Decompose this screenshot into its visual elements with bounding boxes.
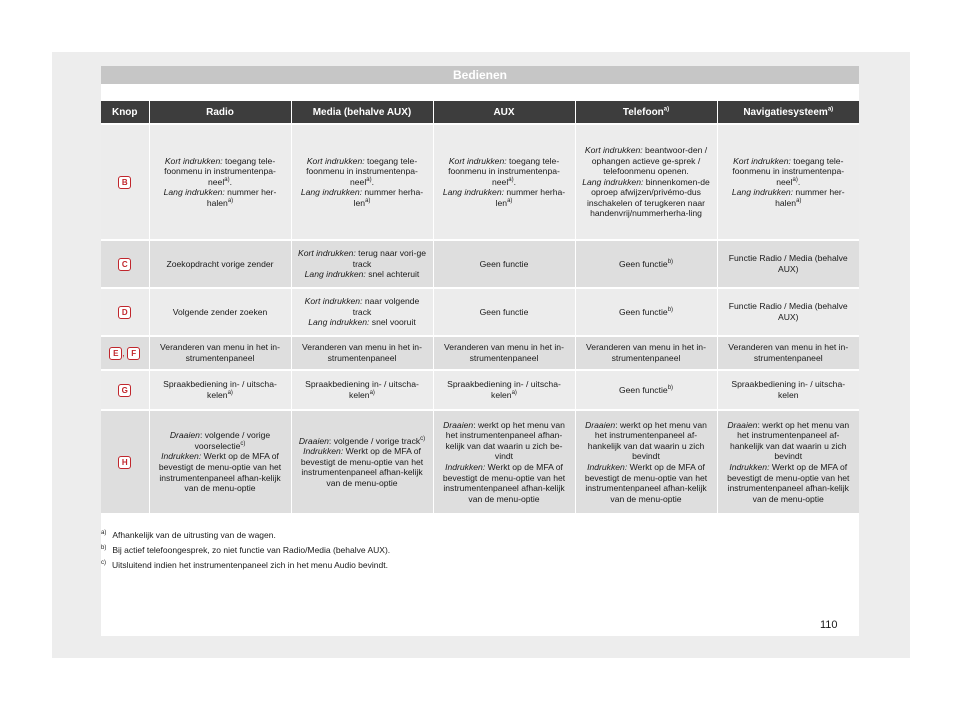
header-aux: AUX (433, 101, 575, 124)
cell-media: Spraakbediening in- / uitscha-kelen$^{a)}$ (291, 370, 433, 410)
cell-radio: Draaien: volgende / vorige voorselectie$^{c)}$ Indrukken: Werkt op de MFA of bevestigt de menu-optie van het instrumentenpaneel afhan-kelijk van de menu-optie (149, 410, 291, 513)
table-row-b (101, 124, 859, 240)
header-knop: Knop (101, 101, 149, 124)
cell-radio: Veranderen van menu in het in-strumentenpaneel (149, 336, 291, 370)
cell-media: Kort indrukken: terug naar vori-ge track Lang indrukken: snel achteruit (291, 240, 433, 288)
key-cell (101, 240, 149, 288)
cell-media: Kort indrukken: naar volgende track Lang indrukken: snel vooruit (291, 288, 433, 336)
footnote-c: $^{c)}$ Uitsluitend indien het instrumentenpaneel zich in het menu Audio bevindt. (101, 560, 388, 570)
key-cell (101, 410, 149, 513)
key-c-icon: C (118, 258, 131, 271)
key-cell: E , F (101, 336, 149, 370)
cell-telefoon: Draaien: werkt op het menu van het instrumentenpaneel af-hankelijk van dat waarin u zich bevindt Indrukken: Werkt op de MFA of bevestigt de menu-optie van het instrumentenpaneel afhan-kelijk van de menu-optie (575, 410, 717, 513)
table-row-c (101, 240, 859, 288)
cell-radio: Kort indrukken: toegang tele-foonmenu in instrumentenpa-neel$^{a)}$. Lang indrukken: nummer her-halen$^{a)}$ (149, 124, 291, 240)
cell-telefoon: Geen functie$^{b)}$ (575, 370, 717, 410)
key-b-icon: B (118, 176, 131, 189)
table-row-g (101, 370, 859, 410)
cell-aux: Spraakbediening in- / uitscha-kelen$^{a)}$ (433, 370, 575, 410)
cell-telefoon: Kort indrukken: beantwoor-den / ophangen actieve ge-sprek / telefoonmenu openen. Lang indrukken: binnenkomen-de oproep afwijzen/privémo-dus inschakelen of terugkeren naar handenvrij/nummerherha-ling (575, 124, 717, 240)
footnote-a: $^{a)}$ Afhankelijk van de uitrusting van de wagen. (101, 530, 276, 540)
table-row-h (101, 410, 859, 513)
cell-aux: Kort indrukken: toegang tele-foonmenu in instrumentenpa-neel$^{a)}$. Lang indrukken: nummer herha-len$^{a)}$ (433, 124, 575, 240)
key-h-icon: H (118, 456, 131, 469)
table-header-row (101, 101, 859, 124)
header-media: Media (behalve AUX) (291, 101, 433, 124)
footnote-b: $^{b)}$ Bij actief telefoongesprek, zo niet functie van Radio/Media (behalve AUX). (101, 545, 391, 555)
page-number: 110 (820, 619, 838, 631)
cell-telefoon: Geen functie$^{b)}$ (575, 240, 717, 288)
controls-table (101, 101, 859, 513)
cell-telefoon: Geen functie$^{b)}$ (575, 288, 717, 336)
cell-media: Kort indrukken: toegang tele-foonmenu in instrumentenpa-neel$^{a)}$. Lang indrukken: nummer herha-len$^{a)}$ (291, 124, 433, 240)
cell-radio: Volgende zender zoeken (149, 288, 291, 336)
cell-aux: Draaien: werkt op het menu van het instrumentenpaneel afhan-kelijk van dat waarin u zich be-vindt Indrukken: Werkt op de MFA of bevestigt de menu-optie van het instrumentenpaneel afhan-kelijk van de menu-optie (433, 410, 575, 513)
key-d-icon: D (118, 306, 131, 319)
cell-radio: Spraakbediening in- / uitscha-kelen$^{a)}$ (149, 370, 291, 410)
key-g-icon: G (118, 384, 131, 397)
cell-navigatie: Veranderen van menu in het in-strumentenpaneel (717, 336, 859, 370)
cell-media: Veranderen van menu in het in-strumentenpaneel (291, 336, 433, 370)
key-cell (101, 370, 149, 410)
key-cell (101, 124, 149, 240)
cell-navigatie: Draaien: werkt op het menu van het instrumentenpaneel af-hankelijk van dat waarin u zich bevindt Indrukken: Werkt op de MFA of bevestigt de menu-optie van het instrumentenpaneel afhan-kelijk van de menu-optie (717, 410, 859, 513)
key-f-icon: F (127, 347, 140, 360)
table-row-ef (101, 336, 859, 370)
key-e-icon: E (109, 347, 122, 360)
section-title: Bedienen (101, 66, 859, 84)
cell-navigatie: Spraakbediening in- / uitscha-kelen (717, 370, 859, 410)
cell-navigatie: Kort indrukken: toegang tele-foonmenu in instrumentenpa-neel$^{a)}$. Lang indrukken: nummer her-halen$^{a)}$ (717, 124, 859, 240)
cell-radio: Zoekopdracht vorige zender (149, 240, 291, 288)
cell-media: Draaien: volgende / vorige track$^{c)}$ Indrukken: Werkt op de MFA of bevestigt de menu-optie van het instrumentenpaneel afhan-kelijk van de menu-optie (291, 410, 433, 513)
table-row-d (101, 288, 859, 336)
header-telefoon: Telefoon$^{a)}$ (575, 101, 717, 124)
cell-aux: Veranderen van menu in het in-strumentenpaneel (433, 336, 575, 370)
cell-telefoon: Veranderen van menu in het in-strumentenpaneel (575, 336, 717, 370)
footnotes (101, 530, 841, 575)
cell-navigatie: Functie Radio / Media (behalve AUX) (717, 288, 859, 336)
cell-navigatie: Functie Radio / Media (behalve AUX) (717, 240, 859, 288)
cell-aux: Geen functie (433, 288, 575, 336)
cell-aux: Geen functie (433, 240, 575, 288)
key-cell (101, 288, 149, 336)
header-navigatie: Navigatiesysteem$^{a)}$ (717, 101, 859, 124)
header-radio: Radio (149, 101, 291, 124)
